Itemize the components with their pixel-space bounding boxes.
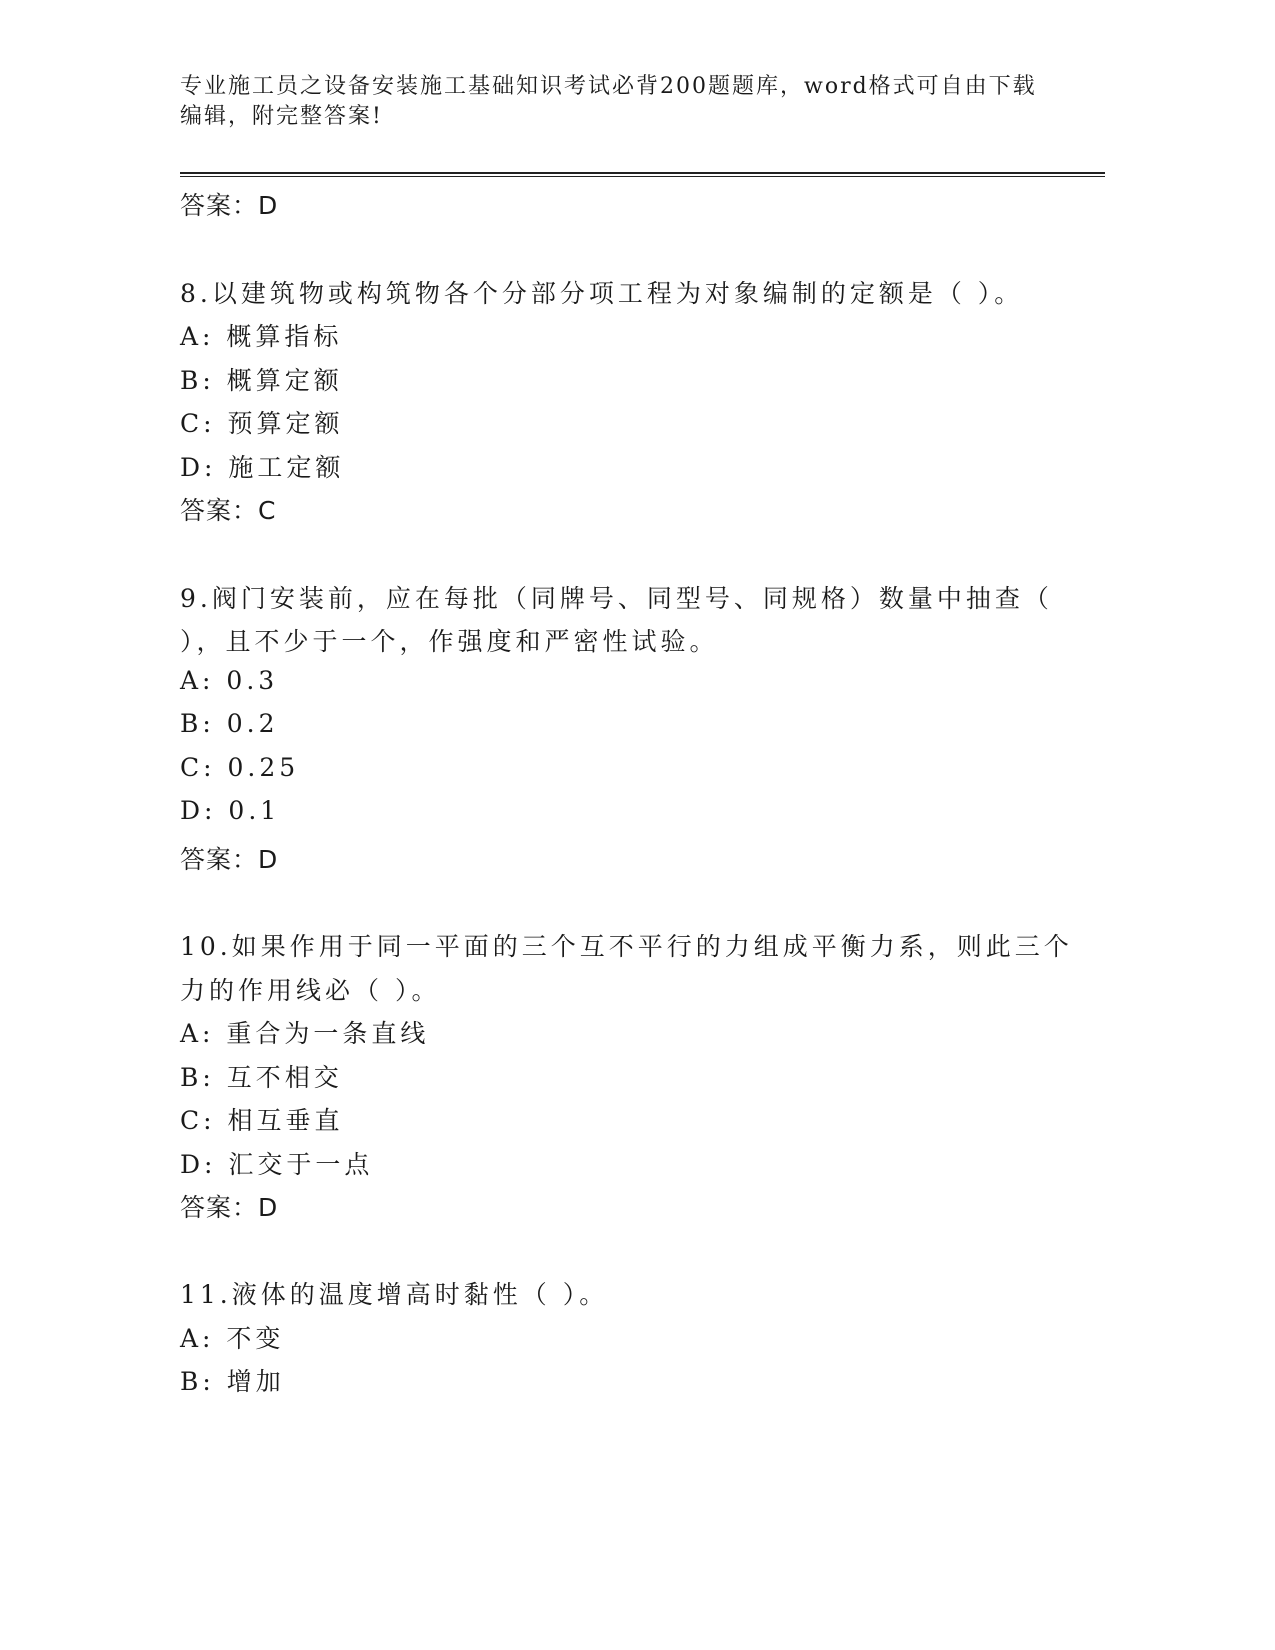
question-8-answer: 答案：C (180, 496, 277, 525)
question-10-option-a: A: 重合为一条直线 (180, 1019, 430, 1048)
question-11-stem: 11.液体的温度增高时黏性（ ）。 (180, 1280, 609, 1309)
question-8-stem: 8.以建筑物或构筑物各个分部分项工程为对象编制的定额是（ ）。 (180, 279, 1024, 308)
document-header (180, 72, 1060, 132)
question-8-option-b: B: 概算定额 (180, 366, 343, 395)
header-line-2: 编辑，附完整答案! (180, 104, 383, 129)
answer-previous: 答案：D (180, 191, 279, 220)
question-9-answer: 答案：D (180, 845, 279, 874)
question-8-option-a: A: 概算指标 (180, 322, 343, 351)
question-10-option-b: B: 互不相交 (180, 1063, 343, 1092)
question-10-answer: 答案：D (180, 1193, 279, 1222)
question-9-option-d: D: 0.1 (180, 796, 281, 825)
question-11-option-a: A: 不变 (180, 1324, 285, 1353)
question-8-option-c: C: 预算定额 (180, 409, 344, 438)
question-10-option-c: C: 相互垂直 (180, 1106, 344, 1135)
question-9-option-a: A: 0.3 (180, 666, 279, 695)
question-9-option-c: C: 0.25 (180, 753, 300, 782)
question-8-option-d: D: 施工定额 (180, 453, 345, 482)
question-9-stem-line-1: 9.阀门安装前，应在每批（同牌号、同型号、同规格）数量中抽查（ (180, 584, 1053, 613)
header-line-1: 专业施工员之设备安装施工基础知识考试必背200题题库，word格式可自由下载 (180, 74, 1037, 99)
question-9-stem-line-2: ），且不少于一个，作强度和严密性试验。 (180, 627, 719, 656)
question-10-stem-line-1: 10.如果作用于同一平面的三个互不平行的力组成平衡力系，则此三个 (180, 932, 1073, 961)
header-divider (180, 172, 1105, 177)
question-9-option-b: B: 0.2 (180, 709, 279, 738)
question-10-option-d: D: 汇交于一点 (180, 1150, 374, 1179)
question-11-option-b: B: 增加 (180, 1367, 285, 1396)
question-10-stem-line-2: 力的作用线必（ ）。 (180, 976, 441, 1005)
